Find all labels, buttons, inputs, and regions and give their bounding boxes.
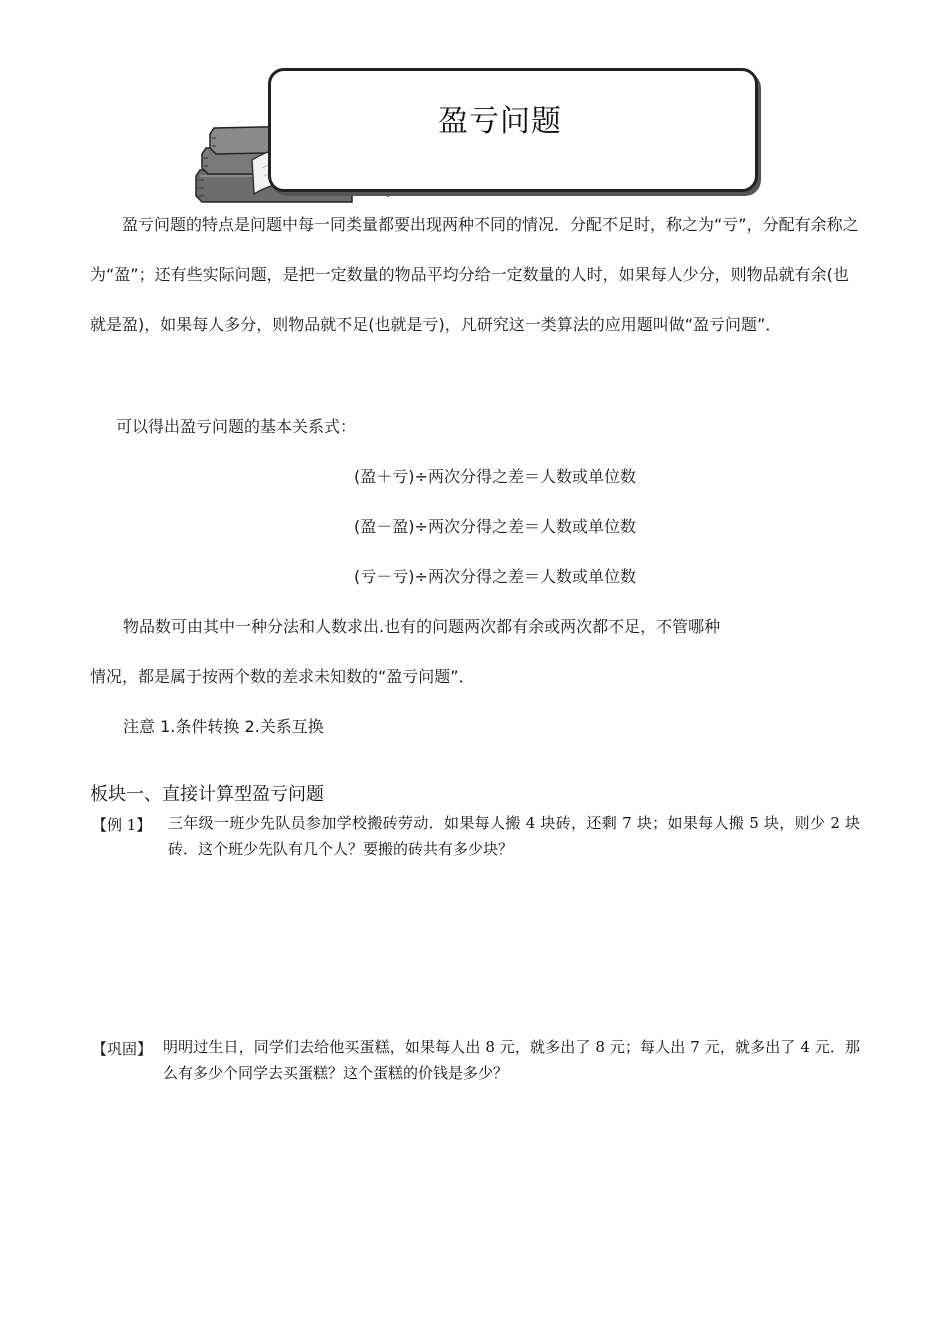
- formula-2: (盈－盈)÷两次分得之差＝人数或单位数: [354, 517, 636, 536]
- consolidate-tag: 【巩固】: [92, 1040, 153, 1058]
- relation-intro: 可以得出盈亏问题的基本关系式：: [116, 417, 357, 436]
- page-title: 盈亏问题: [438, 104, 562, 139]
- note-line-2: 情况，都是属于按两个数的差求未知数的“盈亏问题”．: [90, 667, 475, 686]
- attention-line: 注意 1.条件转换 2.关系互换: [123, 717, 324, 736]
- formula-3: (亏－亏)÷两次分得之差＝人数或单位数: [354, 567, 636, 586]
- intro-paragraph: 盈亏问题的特点是问题中每一同类量都要出现两种不同的情况．分配不足时，称之为“亏”，分配有余称之为“盈”；还有些实际问题，是把一定数量的物品平均分给一定数量的人时，如果每人少分，则物品就有余(也就是盈)，如果每人多分，则物品就不足(也就是亏)，凡研究这一类算法的应用题叫做“盈亏问题”．: [90, 215, 859, 334]
- section-title: 板块一、直接计算型盈亏问题: [90, 784, 324, 805]
- consolidate-text: 明明过生日，同学们去给他买蛋糕，如果每人出 8 元，就多出了 8 元；每人出 7 元，就多出了 4 元．那么有多少个同学去买蛋糕？这个蛋糕的价钱是多少？: [163, 1038, 860, 1082]
- formula-1: (盈＋亏)÷两次分得之差＝人数或单位数: [354, 467, 636, 486]
- note-line-1: 物品数可由其中一种分法和人数求出.也有的问题两次都有余或两次都不足，不管哪种: [123, 617, 721, 636]
- example-1-tag: 【例 1】: [92, 816, 152, 834]
- example-1-text: 三年级一班少先队员参加学校搬砖劳动．如果每人搬 4 块砖，还剩 7 块；如果每人搬 5 块，则少 2 块砖．这个班少先队有几个人？要搬的砖共有多少块？: [168, 814, 860, 858]
